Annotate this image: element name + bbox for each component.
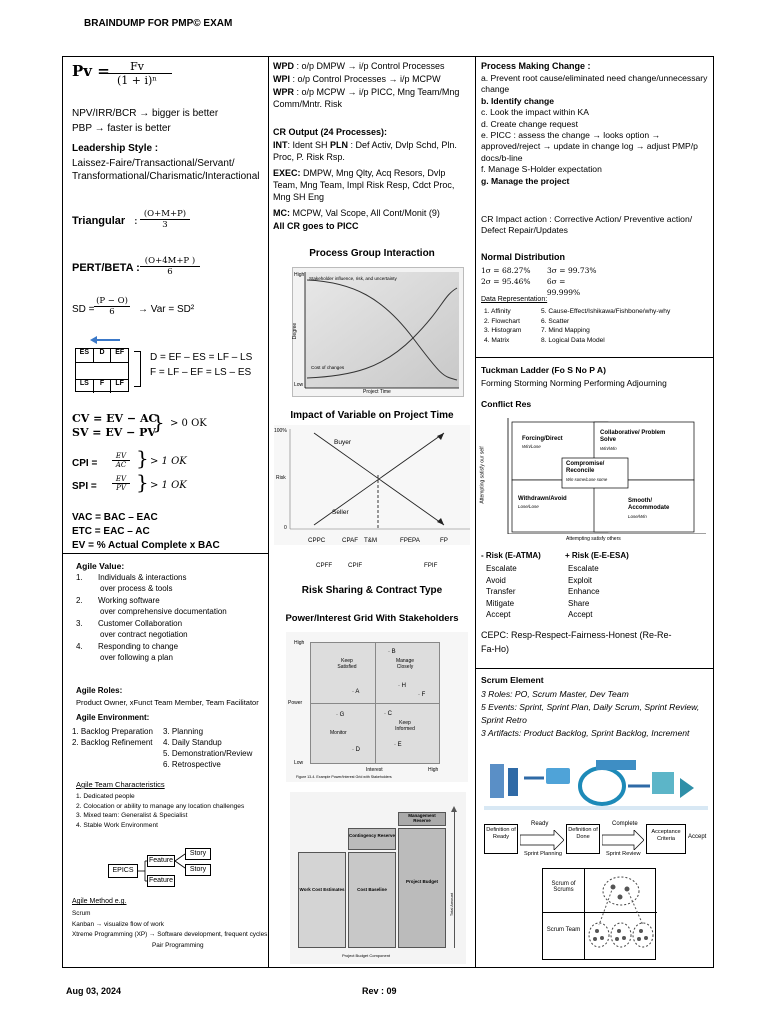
pert-numerator: (O+4M+P )	[140, 256, 200, 267]
scrum-process-graphic	[484, 758, 708, 816]
pv-fraction	[102, 60, 172, 87]
data-rep-item: 5. Cause-Effect/Ishikawa/Fishbone/why-why	[541, 308, 671, 315]
sd-numerator: (P − O)	[94, 296, 130, 307]
ivp-tick: FP	[440, 537, 448, 544]
column-divider-2	[475, 56, 476, 968]
scrum-of-scrums-table	[542, 868, 656, 960]
withdrawn-sub: Lose/Lose	[518, 504, 539, 509]
power-interest-title: Power/Interest Grid With Stakeholders	[285, 613, 459, 624]
pgi-curve2-label: Cost of changes	[311, 365, 345, 370]
spi-fraction	[112, 475, 130, 492]
data-rep-item: 8. Logical Data Model	[541, 336, 605, 344]
agile-value-sub: over contract negotiation	[100, 629, 188, 639]
agile-values-list	[76, 573, 264, 663]
footer-date: Aug 03, 2024	[66, 986, 122, 996]
variance-formula: → Var = SD²	[138, 304, 195, 315]
team-char-list	[76, 792, 244, 830]
pert-denominator: 6	[167, 267, 173, 277]
definition-of-done-box: Definition of Done	[566, 824, 600, 854]
f-formula: F = LF – EF = LS – ES	[150, 367, 252, 378]
budget-caption: Project Budget Component	[342, 953, 391, 958]
agile-value-sub: over comprehensive documentation	[100, 606, 227, 616]
pi-point-a: · A	[352, 689, 360, 695]
ivp-risk: Risk	[276, 475, 286, 481]
ivp-title: Impact of Variable on Project Time	[290, 410, 454, 421]
cr-impact: CR Impact action : Corrective Action/ Preventive action/ Defect Repair/Updates	[481, 214, 693, 236]
pi-high: High	[294, 640, 305, 646]
agile-value-item: 2. Working software	[76, 596, 160, 605]
pert-label: PERT/BETA :	[72, 262, 140, 274]
risk-sharing-title: Risk Sharing & Contract Type	[301, 585, 443, 596]
spi-ok: > 1 OK	[150, 480, 187, 491]
wpd-line: WPD : o/p DMPW → i/p Control Processes	[273, 61, 445, 71]
nd-value: 2σ = 95.46%	[481, 277, 531, 286]
spi-label: SPI =	[72, 481, 97, 492]
node-ef: EF	[115, 349, 125, 356]
ivp-lines	[274, 425, 470, 545]
collaborative-label: Collaborative/ Problem Solve	[600, 430, 666, 443]
pi-point-b: · B	[388, 649, 396, 655]
cost-baseline-box: Cost Baseline	[348, 852, 396, 948]
int-pln-line: INT: Ident SH PLN : Def Activ, Dvlp Schd, Pln. Proc, P. Risk Rsp.	[273, 140, 457, 162]
agile-value-item: 3. Customer Collaboration	[76, 619, 183, 628]
agile-method-title: Agile Method e.g.	[72, 898, 127, 905]
cepc-text: CEPC: Resp-Respect-Fairness-Honest (Re-Re-Fa-Ho)	[481, 630, 672, 654]
compromise-label: Compromise/ Reconcile	[566, 461, 605, 474]
pi-point-d: · D	[352, 747, 361, 753]
agile-env-item: 3. Planning	[163, 727, 204, 736]
agile-method-item: Xtreme Programming (XP) → Software development, frequent cycles,	[72, 931, 270, 938]
triangular-label: Triangular	[72, 215, 126, 227]
wpr-line: WPR : o/p MCPW → i/p PICC, Mng Team/Mng Comm/Mntr. Risk	[273, 87, 460, 109]
ivp-zero: 0	[284, 525, 287, 531]
tuckman-stages: Forming Storming Norming Performing Adjourning	[481, 378, 667, 388]
cpi-denominator: AC	[115, 461, 127, 469]
ivp-tick: CPAF	[342, 537, 359, 544]
node-f: F	[94, 380, 112, 393]
brace-icon: }	[152, 410, 165, 434]
agile-env-item: 2. Backlog Refinement	[72, 738, 153, 747]
ivp-chart	[274, 425, 470, 545]
pi-low: Low	[294, 760, 304, 766]
agile-value-item: 1. Individuals & interactions	[76, 573, 187, 582]
nd-value: 1σ = 68.27%	[481, 266, 531, 275]
sprint-planning-label: Sprint Planning	[524, 851, 562, 857]
negative-risk-list	[486, 563, 517, 621]
pi-point-e: · E	[394, 742, 402, 748]
positive-risk-title: + Risk (E-E-ESA)	[565, 551, 629, 560]
scrum-events: 5 Events: Sprint, Sprint Plan, Daily Scrum, Sprint Review, Sprint Retro	[481, 702, 700, 725]
negative-risk-title: - Risk (E-ATMA)	[481, 551, 541, 560]
pi-high-x: High	[428, 767, 439, 773]
column-divider-1	[268, 56, 269, 968]
vac-formula: VAC = BAC – EAC	[72, 512, 158, 523]
smooth-label: Smooth/ Accommodate	[628, 498, 670, 511]
triangular-denominator: 3	[162, 220, 168, 230]
data-rep-item: 2. Flowchart	[484, 317, 520, 325]
scrum-title: Scrum Element	[481, 675, 544, 685]
cv-sv-ok: > 0 OK	[170, 418, 207, 429]
pmc-item: a. Prevent root cause/eliminated need change/unnecessary change	[481, 73, 708, 95]
scrum-artifacts: 3 Artifacts: Product Backlog, Sprint Backlog, Increment	[481, 728, 690, 738]
story-box: Story	[185, 864, 211, 876]
etc-formula: ETC = EAC – AC	[72, 526, 150, 537]
pgi-title: Process Group Interaction	[309, 248, 435, 259]
risk-strategy: Accept	[486, 610, 511, 620]
complete-label: Complete	[612, 821, 638, 827]
pmc-item: c. Look the impact within KA	[481, 107, 589, 118]
data-rep-left	[484, 307, 521, 345]
triangular-numerator: (O+M+P)	[140, 209, 190, 220]
pi-monitor: Monitor	[330, 730, 347, 736]
sv-formula: SV = EV − PV	[72, 426, 156, 439]
data-rep-right	[541, 307, 670, 345]
pi-keep-informed: Keep Informed	[395, 720, 415, 732]
ivp-tick: T&M	[364, 537, 378, 544]
pmc-item: e. PICC : assess the change → looks option → approved/reject → update in change log → adjust PMP/p docs/b-line	[481, 130, 698, 163]
agile-value-sub: over following a plan	[100, 652, 173, 662]
arrow-right-icon	[602, 830, 644, 850]
epics-box: EPICS	[108, 864, 138, 878]
section-divider-agile	[62, 553, 268, 554]
budget-diagram	[290, 792, 466, 964]
exec-line: EXEC: DMPW, Mng Qlty, Acq Resors, Dvlp Team, Mng Team, Impl Risk Resp, Cdct Proc, Mng SH Eng	[273, 168, 455, 202]
sd-denominator: 6	[109, 307, 115, 317]
pi-interest: Interest	[366, 767, 383, 773]
normal-distribution-title: Normal Distribution	[481, 252, 566, 262]
sos-label: Scrum of Scrums	[543, 869, 585, 913]
mc-line: MC: MCPW, Val Scope, All Cont/Monit (9)	[273, 208, 440, 218]
node-ls: LS	[76, 380, 94, 393]
story-box: Story	[185, 848, 211, 860]
ivp-tick: FPEPA	[400, 537, 420, 544]
team-char-title: Agile Team Characteristics	[76, 780, 165, 789]
data-rep-item: 4. Matrix	[484, 336, 510, 344]
agile-value-sub: over process & tools	[100, 583, 173, 593]
section-divider-1	[475, 357, 714, 358]
pi-keep-satisfied: Keep Satisfied	[337, 658, 357, 670]
agile-env-item: 4. Daily Standup	[163, 738, 222, 747]
tuckman-title: Tuckman Ladder (Fo S No P A)	[481, 365, 606, 375]
risk-strategy: Avoid	[486, 575, 506, 585]
ivp-tick: FPIF	[424, 562, 438, 569]
conflict-title: Conflict Res	[481, 399, 532, 409]
data-rep-item: 1. Affinity	[484, 308, 511, 315]
leadership-title: Leadership Style :	[72, 143, 159, 154]
triangular-fraction	[140, 209, 190, 230]
nd-value: 6σ = 99.999%	[546, 277, 581, 297]
pmc-item: f. Manage S-Holder expectation	[481, 164, 602, 175]
pv-denominator: (1 + i)ⁿ	[116, 74, 158, 87]
ready-label: Ready	[531, 821, 549, 827]
cpi-ok: > 1 OK	[150, 456, 187, 467]
budget-axis-label: Total Amount	[449, 892, 455, 917]
forcing-label: Forcing/Direct	[522, 436, 563, 442]
ivp-tick: CPIF	[348, 562, 363, 569]
conflict-matrix	[479, 418, 706, 534]
sd-fraction	[94, 296, 130, 317]
node-lf: LF	[115, 380, 124, 387]
scrum-roles: 3 Roles: PO, Scrum Master, Dev Team	[481, 689, 629, 699]
agile-env-left	[72, 726, 153, 748]
forcing-sub: Win/Lose	[522, 444, 541, 449]
wpi-line: WPI : o/p Control Processes → i/p MCPW	[273, 74, 441, 84]
project-budget-box: Project Budget	[398, 828, 446, 948]
agile-method-item: Scrum	[72, 910, 91, 917]
agile-method-list	[72, 909, 269, 951]
triangular-colon: :	[134, 214, 138, 227]
accept-label: Accept	[688, 834, 707, 840]
footer-revision: Rev : 09	[362, 986, 397, 996]
scrum-team-label: Scrum Team	[543, 913, 585, 959]
pmc-item: b. Identify change	[481, 95, 555, 106]
brace-icon	[134, 351, 141, 387]
pmc-item: g. Manage the project	[481, 175, 570, 186]
brace-icon: }	[136, 470, 149, 494]
agile-env-item: 1. Backlog Preparation	[72, 727, 153, 736]
nd-value: 3σ = 99.73%	[547, 266, 597, 275]
work-cost-box: Work Cost Estimates	[298, 852, 346, 948]
agile-env-item: 6. Retrospective	[163, 760, 221, 769]
pmc-list	[481, 73, 709, 187]
team-char-item: 2. Colocation or ability to manage any location challenges	[76, 802, 245, 810]
cpi-numerator: EV	[112, 452, 130, 461]
mgmt-reserve-box: Management Reserve	[398, 812, 446, 826]
cpi-label: CPI =	[72, 458, 98, 469]
smooth-sub: Lose/Win	[628, 514, 647, 519]
nd-values	[481, 265, 601, 298]
data-rep-item: 3. Histogram	[484, 327, 522, 335]
data-rep-item: 6. Scatter	[541, 317, 570, 325]
compromise-sub: Win some/Lose some	[566, 477, 608, 482]
activity-node	[75, 348, 129, 392]
ivp-100: 100%	[274, 428, 287, 434]
leadership-text: Laissez-Faire/Transactional/Servant/ Transformational/Charismatic/Interactional	[72, 158, 260, 182]
pbp-rule: PBP → faster is better	[72, 123, 171, 134]
agile-method-item: Kanban → visualize flow of work	[72, 920, 164, 928]
pgi-low: Low	[294, 382, 304, 388]
pgi-curve1-label: Stakeholder influence, risk, and uncertainty	[309, 276, 397, 281]
spi-numerator: EV	[112, 475, 130, 484]
agile-value-title: Agile Value:	[76, 561, 125, 571]
pgi-y-axis: Degree	[292, 322, 299, 340]
scrum-details	[481, 688, 711, 740]
section-divider-2	[475, 668, 714, 669]
power-interest-grid	[286, 632, 468, 782]
acceptance-criteria-box: Acceptance Criteria	[646, 824, 686, 854]
pi-power: Power	[288, 700, 303, 706]
conflict-y-axis: Attempting satisfy our self	[479, 446, 486, 504]
risk-strategy: Enhance	[568, 587, 600, 597]
ivp-tick: CPFF	[316, 562, 333, 569]
node-d: D	[94, 349, 112, 362]
risk-strategy: Share	[568, 598, 590, 608]
cv-formula: CV = EV − AC	[72, 412, 158, 425]
spi-denominator: PV	[116, 484, 126, 492]
contingency-reserve-box: Contingency Reserve	[348, 828, 396, 850]
pi-manage-closely: Manage Closely	[395, 658, 415, 670]
sd-label: SD =	[72, 304, 95, 315]
team-char-item: 4. Stable Work Environment	[76, 821, 158, 829]
pi-point-f: · F	[418, 692, 426, 698]
agile-roles: Product Owner, xFunct Team Member, Team Facilitator	[76, 698, 259, 707]
pi-point-c: · C	[384, 711, 393, 717]
positive-risk-list	[568, 563, 600, 621]
feature-box: Feature	[147, 875, 175, 887]
all-cr-line: All CR goes to PICC	[273, 221, 359, 231]
agile-env-right	[163, 726, 252, 770]
data-rep-title: Data Representation:	[481, 296, 548, 303]
ev-formula: EV = % Actual Complete x BAC	[72, 540, 220, 551]
ivp-buyer: Buyer	[334, 439, 351, 446]
risk-strategy: Escalate	[568, 564, 599, 573]
node-es: ES	[76, 349, 94, 362]
pgi-x-axis: Project Time	[363, 389, 391, 395]
arrow-left-head-icon	[90, 336, 97, 344]
agile-env-title: Agile Environment:	[76, 713, 150, 722]
agile-roles-title: Agile Roles:	[76, 686, 123, 695]
pi-caption: Figure 13-4. Example Power/Interest Grid with Stakeholders	[296, 775, 392, 779]
pv-label: Pv =	[72, 62, 110, 80]
agile-value-item: 4. Responding to change	[76, 642, 179, 651]
pi-point-h: · H	[398, 683, 407, 689]
feature-box: Feature	[147, 855, 175, 867]
risk-strategy: Exploit	[568, 575, 593, 585]
pgi-curves	[293, 268, 463, 396]
d-formula: D = EF – ES = LF – LS	[150, 352, 253, 363]
sprint-review-label: Sprint Review	[606, 851, 641, 857]
pi-point-g: · G	[336, 712, 345, 718]
cpi-fraction	[112, 452, 130, 469]
agile-method-item: Pair Programming	[152, 941, 204, 949]
risk-strategy: Escalate	[486, 564, 517, 573]
arrow-left-icon	[96, 339, 120, 341]
pv-numerator: Fv	[102, 60, 172, 74]
risk-strategy: Transfer	[486, 587, 516, 597]
pgi-high: High	[294, 272, 305, 278]
arrow-right-icon	[520, 830, 564, 850]
agile-env-item: 5. Demonstration/Review	[163, 749, 253, 758]
collaborative-sub: Win/Win	[600, 446, 617, 451]
pmc-item: d. Create change request	[481, 118, 578, 129]
risk-strategy: Mitigate	[486, 598, 515, 608]
cr-output-title: CR Output (24 Processes):	[273, 127, 388, 137]
ivp-seller: Seller	[332, 509, 349, 516]
brace-icon: }	[136, 446, 149, 470]
conflict-x-axis: Attempting satisfy others	[566, 536, 621, 542]
team-char-item: 1. Dedicated people	[76, 793, 135, 800]
npv-rule: NPV/IRR/BCR → bigger is better	[72, 108, 219, 119]
pmc-title: Process Making Change :	[481, 61, 591, 71]
team-char-item: 3. Mixed team: Generalist & Specialist	[76, 812, 188, 819]
risk-strategy: Accept	[568, 610, 593, 620]
team-circles-graphic	[587, 871, 655, 959]
pert-fraction	[140, 256, 200, 277]
data-rep-item: 7. Mind Mapping	[541, 327, 590, 335]
up-arrow-icon	[451, 806, 457, 812]
definition-of-ready-box: Definition of Ready	[484, 824, 518, 854]
pgi-chart	[292, 267, 464, 397]
ivp-tick: CPPC	[308, 537, 326, 544]
withdrawn-label: Withdrawn/Avoid	[518, 496, 567, 502]
page-title: BRAINDUMP FOR PMP© EXAM	[84, 18, 233, 29]
